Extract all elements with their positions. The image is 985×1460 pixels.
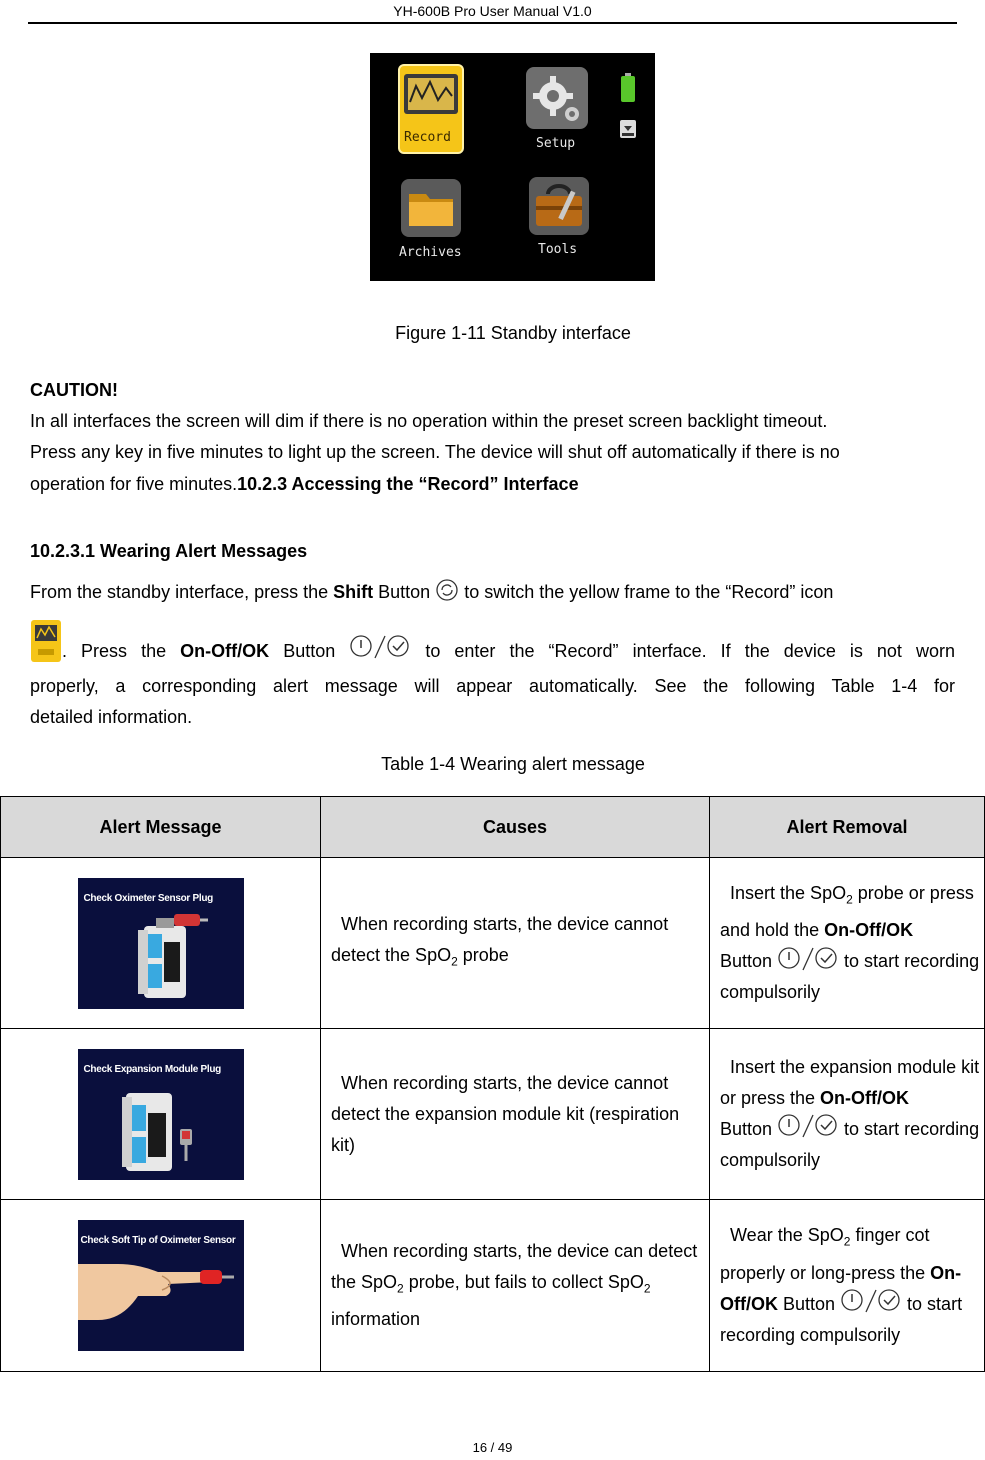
cause-text-b: probe <box>457 944 509 965</box>
table-row <box>1 1029 985 1200</box>
caution-line-3 <box>30 469 955 500</box>
table-row <box>1 858 985 1029</box>
cause-subscript: 2 <box>451 954 458 969</box>
tools-tile[interactable] <box>528 176 590 268</box>
alert-image-title: Check Soft Tip of Oximeter Sensor <box>80 1235 236 1246</box>
toolbox-icon <box>528 176 590 236</box>
cause-subscript: 2 <box>397 1281 404 1296</box>
cause-subscript-2: 2 <box>643 1281 651 1296</box>
subsection-line-3: properly, a corresponding alert message will appear automatically. See the following Table 1-4 for <box>30 676 955 696</box>
cause-cell <box>321 858 710 1029</box>
removal-text-c: Button <box>778 1293 841 1314</box>
alert-image-cell <box>1 1029 321 1200</box>
page-number: 16 / 49 <box>472 1440 513 1455</box>
removal-text: Insert the SpO <box>730 882 847 903</box>
onoff-label: On-Off/OK <box>824 920 914 941</box>
cause-cell <box>321 1200 710 1372</box>
onoff-ok-button-icon <box>777 946 839 972</box>
table-row <box>1 1200 985 1372</box>
p2-text-a: . Press the <box>62 641 181 661</box>
cause-text: When recording starts, the device can detect the SpO <box>331 1240 698 1292</box>
archives-tile[interactable] <box>399 178 463 270</box>
sensor-plug-icon <box>78 878 244 1009</box>
table-header-alert-message: Alert Message <box>1 797 321 858</box>
wearing-alert-table <box>0 796 985 1372</box>
subsection-line-1 <box>30 577 955 608</box>
caution-line-1: In all interfaces the screen will dim if there is no operation within the preset screen backlight timeout. <box>30 411 828 431</box>
gear-icon <box>525 66 589 130</box>
cause-text-c: information <box>331 1309 421 1330</box>
record-tile-label: Record <box>404 130 451 145</box>
table-caption: Table 1-4 Wearing alert message <box>381 754 645 774</box>
removal-text-b: finger cot properly or long-press the <box>720 1225 931 1283</box>
p1-text-a: From the standby interface, press the <box>30 582 334 602</box>
folder-icon <box>400 178 462 238</box>
caution-line-3-text: operation for five minutes. <box>30 474 238 494</box>
tools-tile-label: Tools <box>538 242 578 257</box>
shift-button-icon <box>435 578 459 602</box>
record-small-icon <box>30 619 62 663</box>
cause-text-b: probe, but fails to collect SpO <box>403 1271 644 1292</box>
onoff-label: On-Off/OK <box>720 1262 962 1314</box>
removal-text-d: to start recording compulsorily <box>720 1293 963 1345</box>
archives-tile-label: Archives <box>399 245 462 260</box>
removal-text: Insert the expansion module kit or press the <box>720 1057 980 1108</box>
expansion-plug-icon <box>78 1049 244 1180</box>
cause-text: When recording starts, the device cannot detect the SpO <box>331 913 669 965</box>
alert-image-title: Check Oximeter Sensor Plug <box>83 892 213 904</box>
p1-text-c: to switch the yellow frame to the “Record” icon <box>459 582 834 602</box>
alert-image-cell <box>1 1200 321 1372</box>
shift-label: Shift <box>333 582 374 602</box>
onoff-ok-button-icon <box>777 1113 839 1139</box>
subsection-line-2 <box>30 636 955 667</box>
removal-cell <box>710 1200 985 1372</box>
figure-caption: Figure 1-11 Standby interface <box>395 323 631 343</box>
removal-text-c: Button <box>720 1119 778 1139</box>
onoff-label: On-Off/OK <box>820 1088 910 1108</box>
caution-line-2: Press any key in five minutes to light up the screen. The device will shut off automatically if there is no <box>30 442 840 462</box>
p2-text-c: to enter the “Record” interface. If the device is not worn <box>411 641 955 661</box>
alert-image-soft-tip <box>78 1220 244 1351</box>
table-header-alert-removal: Alert Removal <box>710 797 985 858</box>
table-header-row <box>1 797 985 858</box>
caution-title: CAUTION! <box>30 380 118 400</box>
battery-icon <box>620 73 636 103</box>
setup-tile-label: Setup <box>536 136 576 151</box>
p1-text-b: Button <box>373 582 436 602</box>
alert-image-cell <box>1 858 321 1029</box>
finger-sensor-icon <box>78 1220 244 1351</box>
table-header-causes: Causes <box>321 797 710 858</box>
record-chart-icon <box>402 72 460 116</box>
removal-text-b: probe or press and hold the <box>720 882 974 941</box>
removal-subscript: 2 <box>843 1234 851 1249</box>
record-tile[interactable] <box>398 64 464 154</box>
alert-image-expansion-plug <box>78 1049 244 1180</box>
storage-icon <box>619 119 637 139</box>
standby-interface-figure <box>370 53 655 281</box>
removal-text-c: Button <box>720 951 778 972</box>
alert-image-title: Check Expansion Module Plug <box>83 1063 221 1075</box>
removal-text-d: to start recording compulsorily <box>720 1119 980 1170</box>
removal-text-d: to start recording compulsorily <box>720 951 980 1003</box>
cause-cell <box>321 1029 710 1200</box>
removal-subscript: 2 <box>846 892 853 907</box>
page-header: YH-600B Pro User Manual V1.0 <box>28 0 957 24</box>
subsection-heading: 10.2.3.1 Wearing Alert Messages <box>30 541 308 561</box>
removal-cell <box>710 1029 985 1200</box>
onoff-ok-button-icon <box>349 634 411 660</box>
cause-text: When recording starts, the device cannot detect the expansion module kit (respiration kit) <box>331 1072 680 1155</box>
section-heading: 10.2.3 Accessing the “Record” Interface <box>237 474 579 494</box>
removal-text: Wear the SpO <box>730 1225 844 1246</box>
onoff-label: On-Off/OK <box>180 641 270 661</box>
onoff-ok-button-icon <box>840 1288 902 1314</box>
subsection-line-4: detailed information. <box>30 707 193 727</box>
setup-tile[interactable] <box>525 66 589 156</box>
p2-text-b: Button <box>269 641 350 661</box>
removal-cell <box>710 858 985 1029</box>
alert-image-oximeter-plug <box>78 878 244 1009</box>
